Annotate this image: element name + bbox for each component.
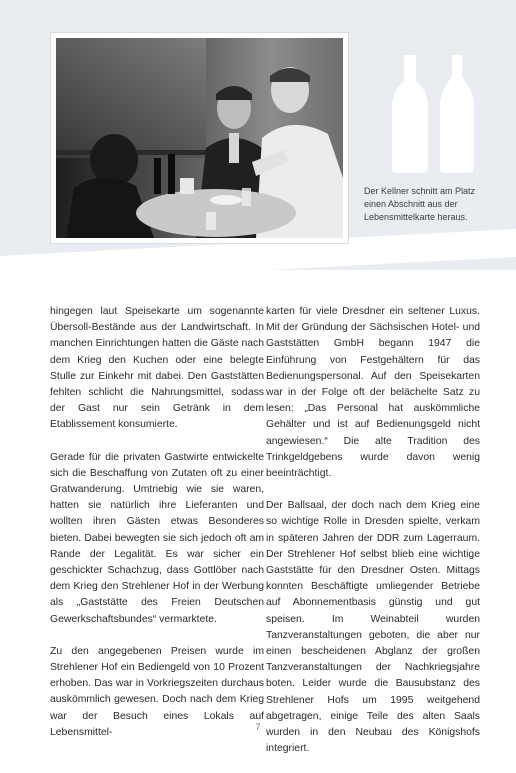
paragraph: Zu den angegebenen Preisen wurde im Strehlener Hof ein Bediengeld von 10 Prozent erhoben. Das war in Vorkriegszeiten durchaus auskömmlich gewesen. Doch nach dem Krieg war der Besuch eines Lokals auf Lebensmittel- [50,645,264,738]
photo-frame [51,33,348,243]
page-number: 7 [255,722,261,732]
paragraph: karten für viele Dresdner ein seltener Luxus. Mit der Gründung der Sächsischen Hotel- und Gaststätten GmbH begann 1947 die Einführung von Festgehältern für das Bedienungspersonal. Auf den Speisekarten war in der Folge oft der belächelte Satz zu lesen: „Das Personal hat auskömmliche Gehälter und ist auf Bedienungsgeld nicht angewiesen.“ Die alte Tradition des Trinkgeldgebens wurde davon wenig beeinträchtigt. [266,306,480,480]
paragraph: Der Ballsaal, der doch nach dem Krieg eine so wichtige Rolle in Dresden spielte, verkam in späteren Jahren der DDR zum Lagerraum. Der Strehlener Hof selbst blieb eine wichtige Gaststätte für den Dresdner Osten. Mittags konnten Beschäftigte umliegender Betriebe auf Abonnementbasis günstig und gut speisen. Im Weinabteil wurden Tanzveranstaltungen geboten, die aber nur einen bescheidenen Abglanz der großen Tanzveranstaltungen der Nachkriegsjahre boten. Leider wurde die Bausubstanz des Strehlener Hofs um 1995 weitgehend abgetragen, einige Teile des alten Saals wurden in den Neubau des Königshofs integriert. [266,500,480,755]
text-column-left [50,304,264,757]
paragraph: Gerade für die privaten Gastwirte entwickelte sich die Beschaffung von Zutaten oft zu einer Gratwanderung. Umtriebig wie sie waren, hatten sie natürlich ihre Lieferanten und wollten ihren Gästen etwas Besonderes bieten. Dabei bewegten sie sich jedoch oft am Rande der Legalität. Es war sicher ein geschickter Schachzug, dass Gottlöber nach dem Krieg den Strehlener Hof in der Werbung als „Gaststätte des Freien Deutschen Gewerkschaftsbundes“ vermarktete. [50,451,264,625]
text-column-right [266,304,480,773]
photo-caption: Der Kellner schnitt am Platz einen Abschnitt aus der Lebensmittelkarte heraus. [364,186,476,222]
waiter-photo [56,38,343,238]
paragraph: hingegen laut Speisekarte um sogenannte Übersoll-Bestände aus der Landwirtschaft. In manchen Einrichtungen hatten die Gäste nach dem Krieg den Kuchen oder eine belegte Stulle zur Einkehr mit dabei. Den Gaststätten fehlten schlicht die Nahrungsmittel, sodass der Gast nur sein Getränk in dem Etablissement konsumierte. [50,306,264,431]
bottles-icon [392,55,480,173]
